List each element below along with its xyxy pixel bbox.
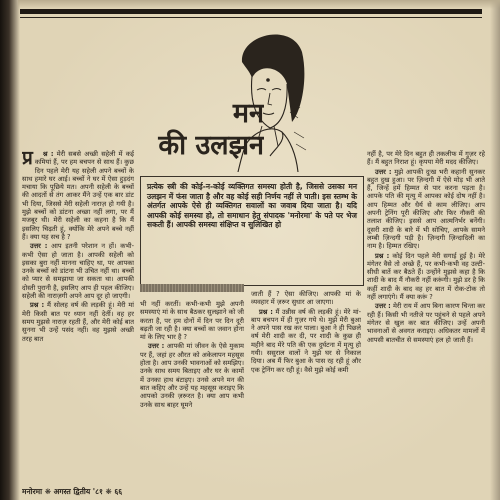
answer-paragraph: [367, 168, 485, 251]
intro-box: प्रत्येक स्त्री की कोई-न-कोई व्यक्तिगत समस्या होती है, जिससे उसका मन उलझन में फंस जाता है और वह कोई सही निर्णय नहीं ले पाती। इस स्तम्भ के अंतर्गत आपके ऐसे ही व्यक्तिगत सवालों का जवाब दिया जाता है। यदि आपकी कोई समस्या हो, तो समाधान हेतु संपादक 'मनोरमा' के पते पर भेज सकती हैं। आपकी समस्या संक्षिप्त व सुलिखित हो: [140, 176, 364, 286]
title-line-2: की उलझन: [158, 130, 264, 161]
header-rule-thin: [20, 17, 482, 18]
answer-label: उत्तर :: [375, 302, 391, 311]
question-paragraph: [22, 150, 134, 241]
drop-cap: प्र: [22, 150, 33, 169]
answer-label: उत्तर :: [148, 342, 165, 351]
left-eye: [257, 89, 266, 91]
title-line-1: मन: [232, 98, 264, 129]
left-column: [22, 150, 134, 484]
question-text: मैं उन्नीस वर्ष की लड़की हूं। मेरे मां-बाप बचपन में ही गुज़र गये थे। मुझे मेरी बुआ ने अपने पास रख कर पाला। बुआ ने ही पिछले वर्ष मेरी शादी कर दी, पर शादी के कुछ ही महीने बाद मेरे पति की एक दुर्घटना में मृत्यु हो गयी। ससुराल वालों ने मुझे घर से निकाल दिया। अब मैं फिर बुआ के पास रह रही हूं और एक ट्रेनिंग कर रही हूं। वैसे मुझे कोई कमी: [251, 307, 361, 374]
answer-label: उत्तर :: [30, 242, 48, 251]
shaded-divider: [140, 284, 244, 292]
top-page-band: [18, 0, 500, 9]
column-title: [126, 98, 264, 162]
question-label: प्रश्न :: [375, 251, 390, 260]
answer-paragraph: [367, 302, 485, 343]
continued-text: नहीं है, पर मेरे दिन बहुत ही तकलीफ में गुज़र रहे हैं। मैं बहुत निराश हूं। कृपया मेरी मदद कीजिए।: [367, 150, 485, 167]
question-label: श्न :: [42, 150, 54, 158]
answer-text: मुझे आपकी दुःख भरी कहानी सुनकर बहुत दुख हुआ। पर ज़िन्दगी में ऐसे मोड़ भी आते हैं, जिन्हें हमें हिम्मत से पार करना पड़ता है। आपके पति की मृत्यु में आपका कोई दोष नहीं है। आप हिम्मत और धैर्य से काम लीजिए। आप अपनी ट्रेनिंग पूरी कीजिए और फिर नौकरी की तलाश कीजिए। इससे आप आत्मनिर्भर बनेंगी। दूसरी शादी के बारे में भी सोचिए, आपके सामने लम्बी ज़िन्दगी पड़ी है। ज़िन्दगी ज़िन्दादिली का नाम है। हिम्मत रखिए।: [367, 167, 485, 251]
answer-label: उत्तर :: [375, 167, 392, 176]
book-spine-shadow: [0, 0, 20, 500]
answer-paragraph: [22, 242, 134, 300]
question-label: प्रश्न :: [30, 301, 45, 310]
question-paragraph: [22, 301, 134, 342]
middle-column-2: [251, 290, 361, 484]
answer-text: आप इतनी परेशान न हों। कभी-कभी ऐसा हो जाता है। आपकी सहेली को इसका बुरा नहीं मानना चाहिए था, पर आपका उनके बच्चों को डांटना भी उचित नहीं था। बच्चों को प्यार से समझाया जा सकता था। आपकी दोस्ती पुरानी है, इसलिए आप ही पहल कीजिए। सहेली की नाराज़गी अपने आप दूर हो जाएगी।: [22, 242, 134, 301]
header-rule-thick: [20, 9, 482, 14]
right-eye: [272, 89, 281, 91]
lips-line: [263, 113, 274, 115]
question-text: मेरी सबसे अच्छी सहेली में कई कमियां हैं, पर हम बचपन से साथ हैं। कुछ दिन पहले मेरी यह सहेली अपने बच्चों के साथ हमारे घर आई। बच्चों ने घर में ऐसा हुड़दंग मचाया कि पूछिये मत। अपनी सहेली के बच्चों की आदतों से तंग आकर मैंने उन्हें एक बार डांट भी दिया, जिससे मेरी सहेली नाराज़ हो गयी है। मुझे बच्चों को डांटना अच्छा नहीं लगा, पर मैं मजबूर थी। मेरी सहेली का कहना है कि मैं इसलिए चिढ़ती हूं, क्योंकि मेरे अपने बच्चे नहीं हैं। क्या यह सच है ?: [22, 150, 134, 241]
page-footer: मनोरमा ❋ अगस्त द्वितीय '८१ ❋ ६६: [22, 487, 123, 496]
question-text: मैं सोलह वर्ष की लड़की हूं। मेरी मां मेरी किसी बात पर ध्यान नहीं देतीं। वह हर समय मुझसे नाराज़ रहती हैं, और मेरी कोई बात सुनना भी उन्हें पसंद नहीं। वह मुझसे अच्छी तरह बात: [22, 301, 134, 343]
answer-text: आपकी मां जीवन के ऐसे मुकाम पर हैं, जहां हर औरत को अकेलापन महसूस होता है। आप उनकी भावनाओं को समझिए। उनके साथ समय बिताइए और घर के कामों में उनका हाथ बंटाइए। उनसे अपने मन की बात कहिए और उन्हें यह महसूस कराइए कि आपको उनकी ज़रूरत है। क्या आप कभी उनके साथ बाहर घूमने: [140, 342, 244, 409]
question-paragraph: [367, 252, 485, 302]
nose-line: [268, 93, 272, 105]
middle-column-1: [140, 300, 244, 484]
continued-text: जाती हैं ? ऐसा कीजिए। आपकी मां के व्यवहार में ज़रूर सुधार आ जाएगा।: [251, 290, 361, 307]
bindi-dot: [266, 78, 270, 82]
right-column: [367, 150, 485, 484]
answer-text: मेरी राय में आप बिना कारण चिन्ता कर रही हैं। किसी भी नतीजे पर पहुंचने से पहले अपने मंगेतर से खुल कर बात कीजिए। उन्हें अपनी भावनाओं से अवगत कराइए। अधिकतर मामलों में आपसी बातचीत से समस्याएं हल हो जाती हैं।: [367, 302, 485, 344]
question-text: कोई दिन पहले मेरी सगाई हुई है। मेरे मंगेतर वैसे तो अच्छे हैं, पर कभी-कभी वह उल्टी-सीधी बातें कर बैठते हैं। उन्होंने मुझसे कहा है कि शादी के बाद मैं नौकरी नहीं करूंगी। मुझे डर है कि कहीं शादी के बाद वह हर बात में रोक-टोक तो नहीं लगाएंगे। मैं क्या करूं ?: [367, 251, 485, 302]
answer-paragraph: [140, 342, 244, 408]
question-paragraph: [251, 308, 361, 374]
continued-text: भी नहीं करतीं। कभी-कभी मुझे अपनी समस्याएं मां के साथ बैठकर सुलझाने को जी करता है, पर हम दोनों में दिन पर दिन दूरी बढ़ती जा रही है। क्या बच्चों का जवान होना मां के लिए भार है ?: [140, 300, 244, 342]
question-label: प्रश्न :: [259, 307, 273, 316]
page-edge-shadow: [490, 0, 500, 500]
